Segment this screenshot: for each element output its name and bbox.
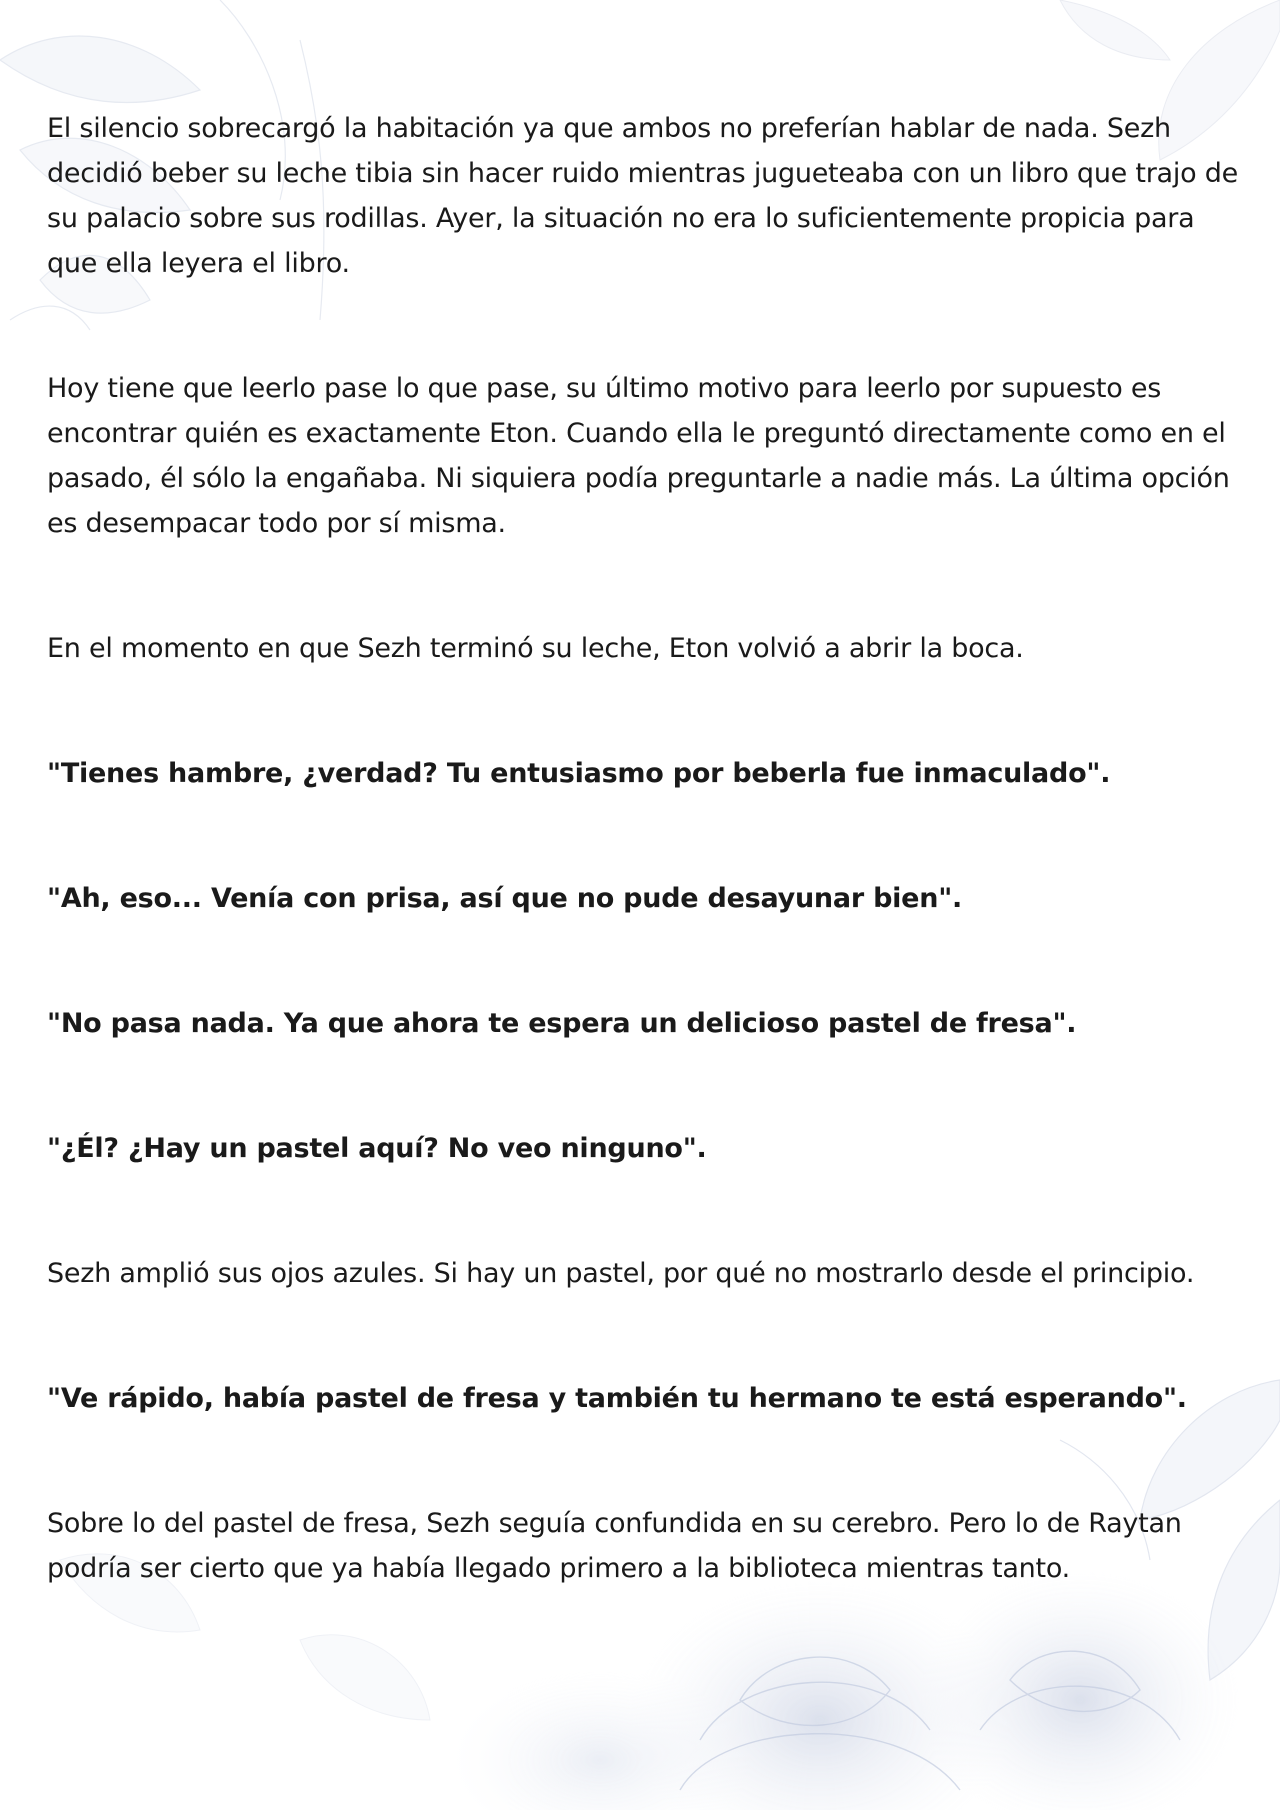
dialogue-line-2: "Ah, eso... Venía con prisa, así que no pude desayunar bien". — [47, 883, 963, 914]
paragraph-5: Sobre lo del pastel de fresa, Sezh seguía confundida en su cerebro. Pero lo de Raytan podría ser cierto que ya había llegado primero a la biblioteca mientras tanto. — [47, 1508, 1182, 1584]
dialogue-line-3: "No pasa nada. Ya que ahora te espera un delicioso pastel de fresa". — [47, 1008, 1077, 1039]
dialogue-line-4: "¿Él? ¿Hay un pastel aquí? No veo ninguno". — [47, 1133, 707, 1164]
paragraph-3: En el momento en que Sezh terminó su leche, Eton volvió a abrir la boca. — [47, 633, 1024, 664]
dialogue-line-5: "Ve rápido, había pastel de fresa y también tu hermano te está esperando". — [47, 1383, 1187, 1414]
paragraph-1: El silencio sobrecargó la habitación ya que ambos no preferían hablar de nada. Sezh decidió beber su leche tibia sin hacer ruido mientras jugueteaba con un libro que trajo de su palacio sobre sus rodillas. Ayer, la situación no era lo suficientemente propicia para que ella leyera el libro. — [47, 113, 1238, 279]
rose-bloom-bottom-icon — [450, 1570, 1240, 1810]
dialogue-line-1: "Tienes hambre, ¿verdad? Tu entusiasmo por beberla fue inmaculado". — [47, 758, 1111, 789]
paragraph-4: Sezh amplió sus ojos azules. Si hay un pastel, por qué no mostrarlo desde el principio. — [47, 1258, 1195, 1289]
paragraph-2: Hoy tiene que leerlo pase lo que pase, su último motivo para leerlo por supuesto es encontrar quién es exactamente Eton. Cuando ella le preguntó directamente como en el pasado, él sólo la engañaba. Ni siquiera podía preguntarle a nadie más. La última opción es desempacar todo por sí misma. — [47, 373, 1230, 539]
